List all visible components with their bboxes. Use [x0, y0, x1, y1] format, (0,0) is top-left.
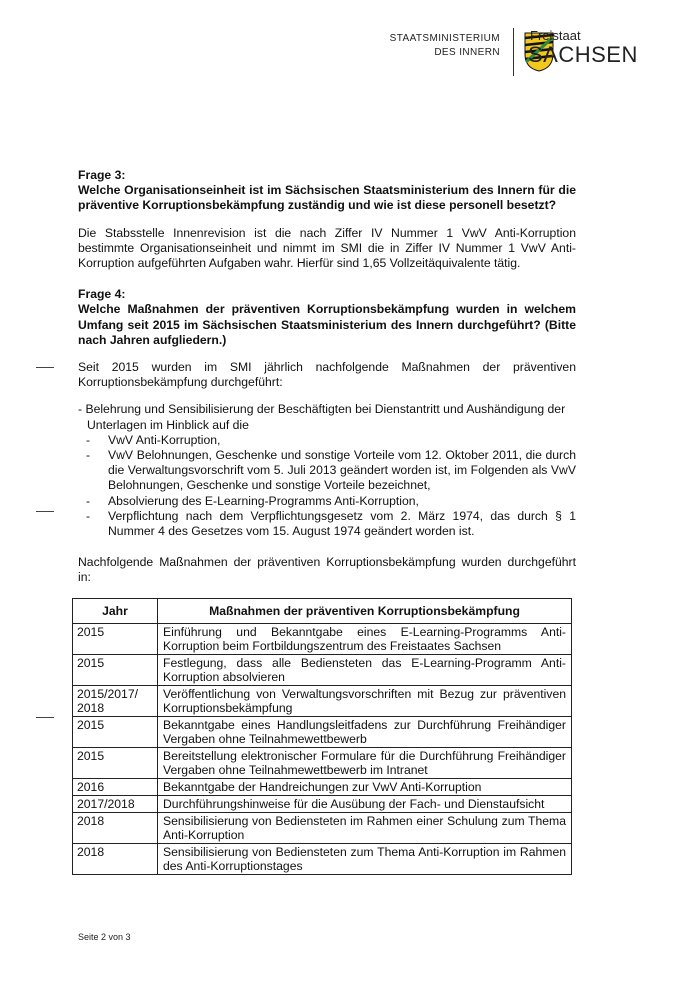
fold-mark	[36, 367, 54, 368]
measure-sub-list	[78, 433, 576, 539]
letterhead	[378, 22, 678, 92]
measures-table	[72, 598, 572, 875]
table-cell-year: 2015	[73, 716, 158, 747]
fold-mark	[36, 511, 54, 512]
table-cell-year: 2018	[73, 843, 158, 874]
question-3-text: Welche Organisationseinheit ist im Sächsischen Staatsministerium des Innern für die präventive Korruptionsbekämpfung zuständig und wie ist diese personell besetzt?	[78, 183, 576, 213]
table-row	[73, 795, 572, 812]
table-cell-year: 2015	[73, 747, 158, 778]
answer-4-intro: Seit 2015 wurden im SMI jährlich nachfolgende Maßnahmen der präventiven Korruptionsbekämpfung durchgeführt:	[78, 360, 576, 390]
table-row	[73, 747, 572, 778]
column-header-year: Jahr	[73, 598, 158, 623]
table-row	[73, 716, 572, 747]
ministry-line-1: STAATSMINISTERIUM	[389, 33, 500, 44]
table-cell-year: 2018	[73, 812, 158, 843]
measure-main-bullet: - Belehrung und Sensibilisierung der Beschäftigten bei Dienstantritt und Aushändigung der Unterlagen im Hinblick auf die	[78, 402, 566, 432]
table-cell-measure: Bekanntgabe eines Handlungsleitfadens zur Durchführung Freihändiger Vergaben ohne Teilnahmewettbewerb	[158, 716, 572, 747]
column-header-measures: Maßnahmen der präventiven Korruptionsbekämpfung	[158, 598, 572, 623]
header-divider	[513, 28, 514, 76]
table-row	[73, 778, 572, 795]
page-number: Seite 2 von 3	[78, 932, 131, 942]
table-row	[73, 843, 572, 874]
ministry-name	[390, 32, 500, 60]
question-3-heading: Frage 3:	[78, 168, 126, 182]
table-cell-measure: Sensibilisierung von Bediensteten im Rahmen einer Schulung zum Thema Anti-Korruption	[158, 812, 572, 843]
ministry-line-2: DES INNERN	[434, 47, 500, 58]
table-header-row	[73, 598, 572, 623]
table-cell-measure: Bereitstellung elektronischer Formulare für die Durchführung Freihändiger Vergaben ohne Teilnahmewettbewerb im Intranet	[158, 747, 572, 778]
table-cell-measure: Einführung und Bekanntgabe eines E-Learning-Programms Anti-Korruption beim Fortbildungszentrum des Freistaates Sachsen	[158, 623, 572, 654]
state-name: SACHSEN	[528, 42, 638, 67]
main-content	[78, 168, 576, 875]
list-item: - VwV Anti-Korruption,	[86, 432, 221, 447]
fold-mark	[36, 717, 54, 718]
table-row	[73, 685, 572, 716]
list-item: - Verpflichtung nach dem Verpflichtungsgesetz vom 2. März 1974, das durch § 1 Nummer 4 des Gesetzes vom 15. August 1974 geändert worden ist.	[86, 508, 576, 539]
answer-3-text: Die Stabsstelle Innenrevision ist die nach Ziffer IV Nummer 1 VwV Anti-Korruption bestimmte Organisationseinheit und nimmt im SMI die in Ziffer IV Nummer 1 VwV Anti-Korruption aufgeführten Aufgaben wahr. Hierfür sind 1,65 Vollzeitäquivalente tätig.	[78, 225, 576, 271]
table-cell-year: 2015	[73, 623, 158, 654]
question-4-text: Welche Maßnahmen der präventiven Korruptionsbekämpfung wurden in welchem Umfang seit 2015 im Sächsischen Staatsministerium des Innern durchgeführt? (Bitte nach Jahren aufgliedern.)	[78, 302, 576, 347]
table-cell-year: 2016	[73, 778, 158, 795]
table-intro: Nachfolgende Maßnahmen der präventiven Korruptionsbekämpfung wurden durchgeführt in:	[78, 555, 576, 585]
table-cell-measure: Festlegung, dass alle Bediensteten das E-Learning-Programm Anti-Korruption absolvieren	[158, 654, 572, 685]
list-item: - Absolvierung des E-Learning-Programms Anti-Korruption,	[86, 493, 419, 508]
table-cell-measure: Sensibilisierung von Bediensteten zum Thema Anti-Korruption im Rahmen des Anti-Korruptionstages	[158, 843, 572, 874]
table-cell-year: 2015/2017/ 2018	[73, 685, 158, 716]
table-cell-year: 2015	[73, 654, 158, 685]
table-cell-measure: Bekanntgabe der Handreichungen zur VwV Anti-Korruption	[158, 778, 572, 795]
question-4-heading: Frage 4:	[78, 287, 126, 302]
table-row	[73, 654, 572, 685]
table-cell-measure: Veröffentlichung von Verwaltungsvorschriften mit Bezug zur präventiven Korruptionsbekämpfung	[158, 685, 572, 716]
list-item: - VwV Belohnungen, Geschenke und sonstige Vorteile vom 12. Oktober 2011, die durch die Verwaltungsvorschrift vom 5. Juli 2013 geändert worden ist, im Folgenden als VwV Belohnungen, Geschenke und sonstige Vorteile bezeichnet,	[86, 448, 576, 493]
table-row	[73, 623, 572, 654]
table-row	[73, 812, 572, 843]
table-cell-measure: Durchführungshinweise für die Ausübung der Fach- und Dienstaufsicht	[158, 795, 572, 812]
state-label: Freistaat	[530, 28, 581, 43]
table-cell-year: 2017/2018	[73, 795, 158, 812]
